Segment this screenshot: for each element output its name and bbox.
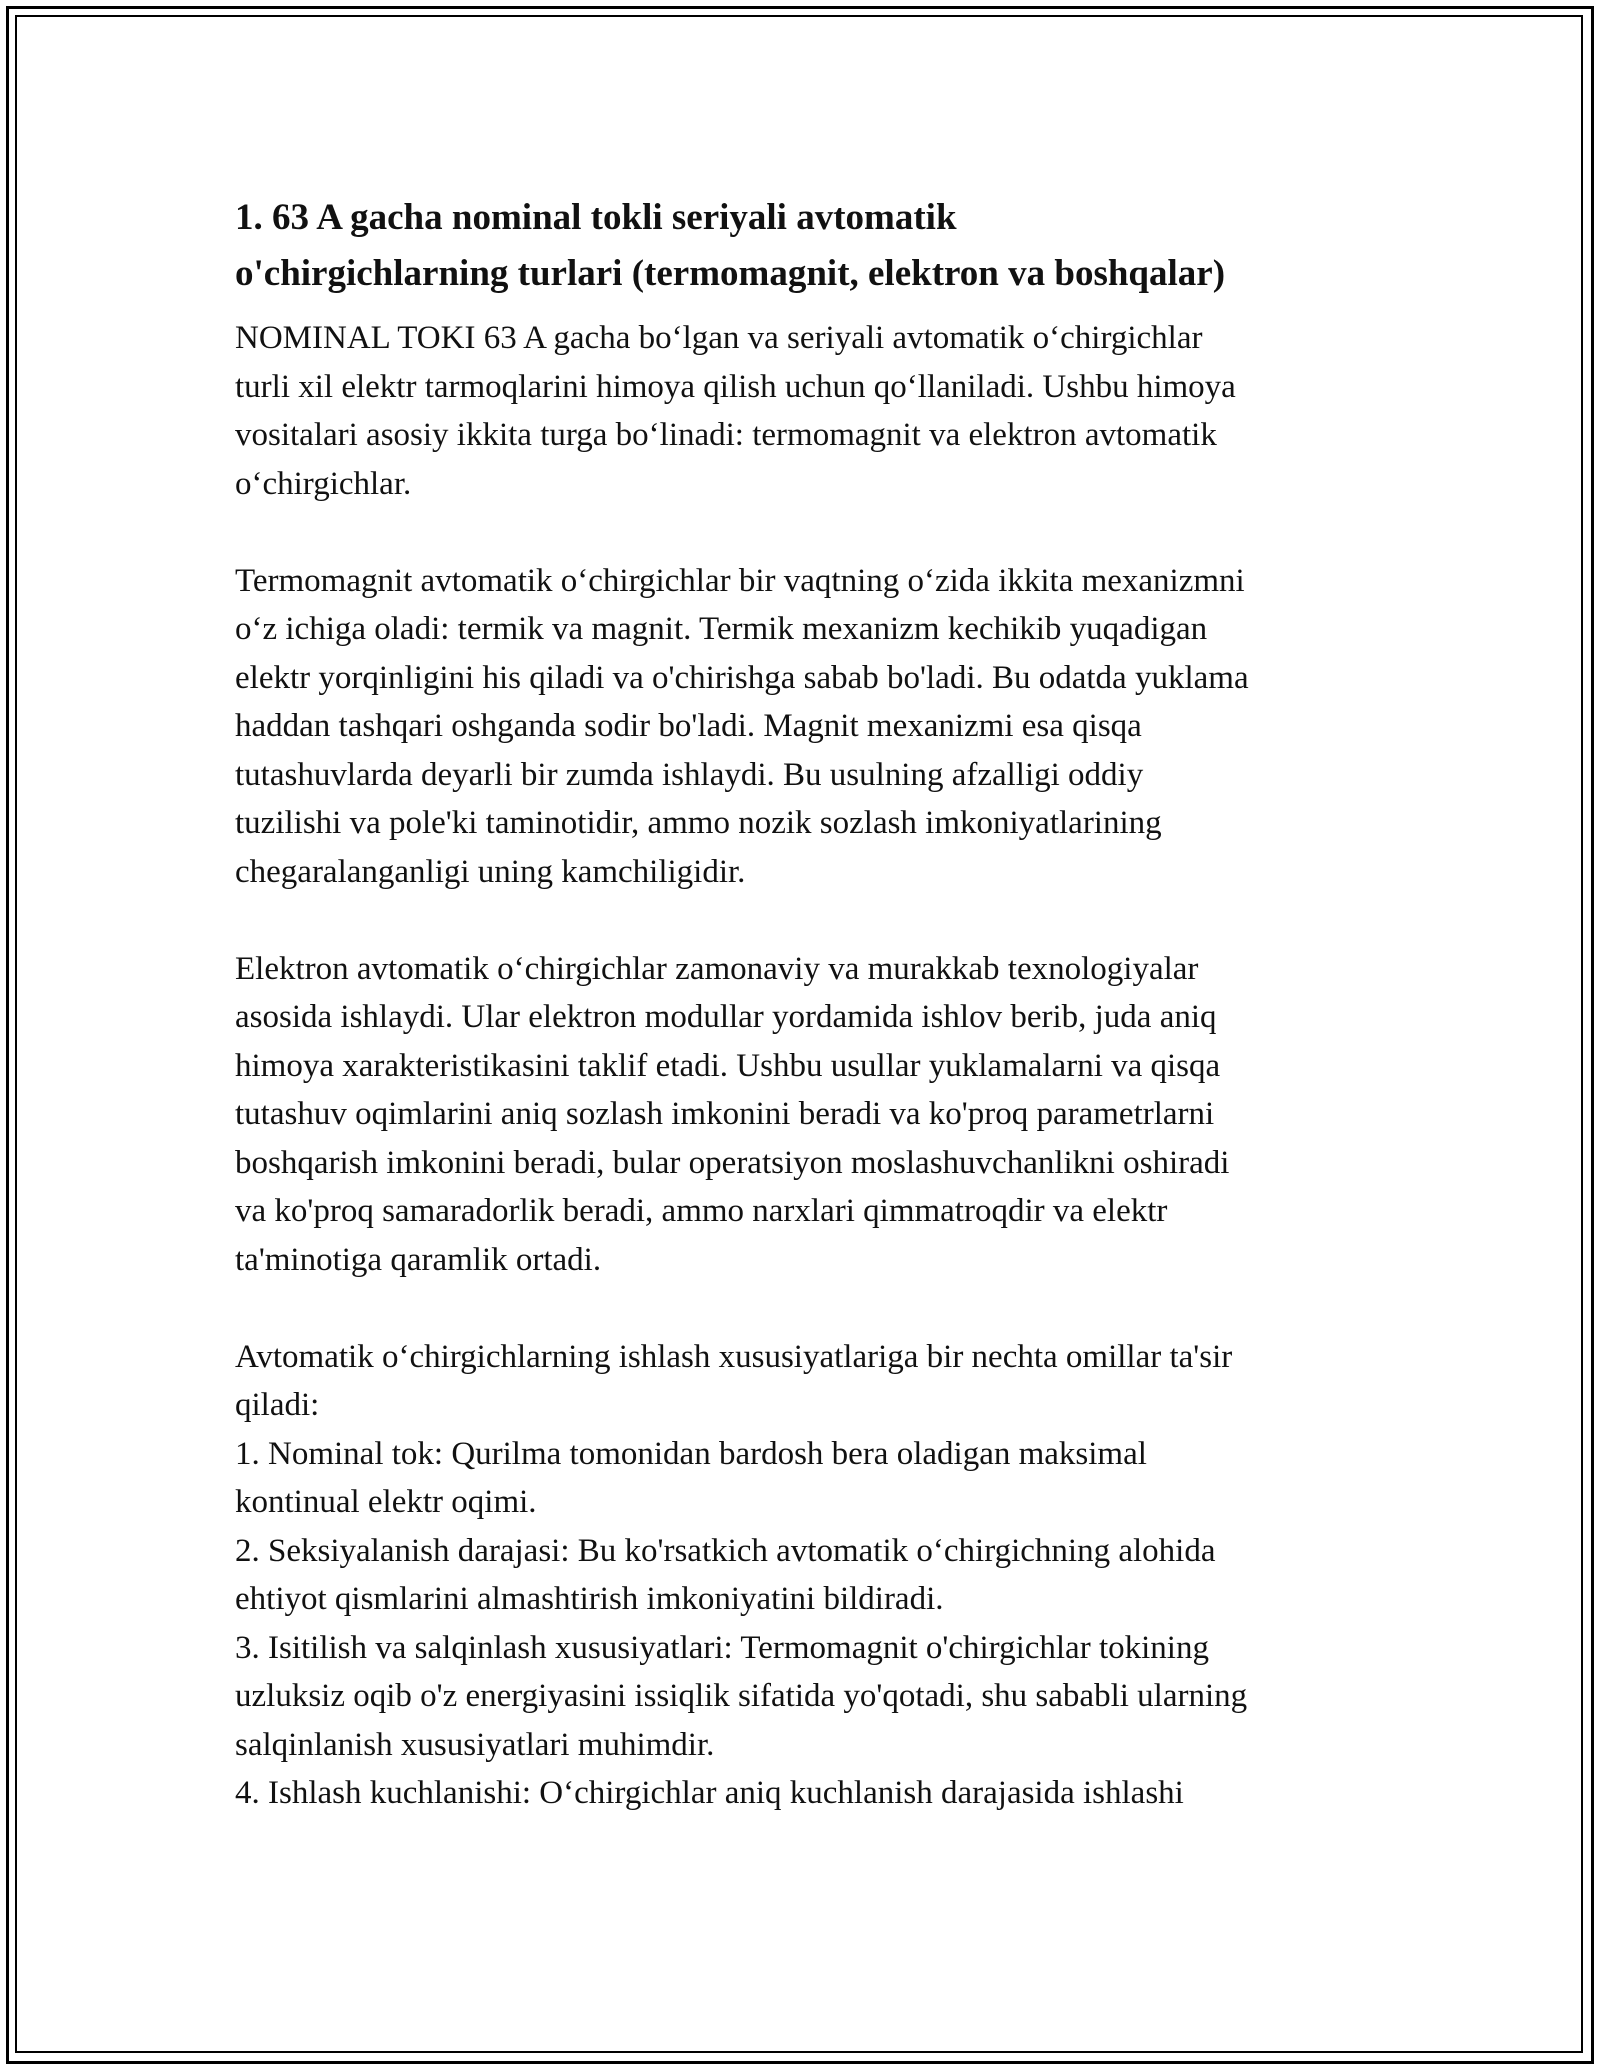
factor-list bbox=[235, 1430, 1375, 1818]
text-line: ehtiyot qismlarini almashtirish imkoniyatini bildiradi. bbox=[235, 1581, 944, 1617]
text-line: qiladi: bbox=[235, 1387, 320, 1423]
text-line: elektr yorqinligini his qiladi va o'chirishga sabab bo'ladi. Bu odatda yuklama bbox=[235, 659, 1249, 696]
paragraph-intro bbox=[235, 314, 1375, 508]
text-line: 3. Isitilish va salqinlash xususiyatlari: Termomagnit o'chirgichlar tokining bbox=[235, 1629, 1209, 1666]
title-line: 1. 63 A gacha nominal tokli seriyali avtomatik bbox=[235, 197, 957, 238]
text-line: vositalari asosiy ikkita turga boʻlinadi: termomagnit va elektron avtomatik bbox=[235, 417, 1217, 453]
title-line: o'chirgichlarning turlari (termomagnit, elektron va boshqalar) bbox=[235, 253, 1226, 294]
text-line: Elektron avtomatik oʻchirgichlar zamonaviy va murakkab texnologiyalar bbox=[235, 950, 1199, 987]
paragraph-elektron bbox=[235, 945, 1375, 1285]
text-line: himoya xarakteristikasini taklif etadi. Ushbu usullar yuklamalarni va qisqa bbox=[235, 1047, 1221, 1084]
text-line: 4. Ishlash kuchlanishi: Oʻchirgichlar aniq kuchlanish darajasida ishlashi bbox=[235, 1775, 1184, 1811]
text-line: tutashuv oqimlarini aniq sozlash imkonini beradi va ko'proq parametrlarni bbox=[235, 1096, 1215, 1132]
text-line: asosida ishlaydi. Ular elektron modullar yordamida ishlov berib, juda aniq bbox=[235, 999, 1217, 1035]
text-line: Termomagnit avtomatik oʻchirgichlar bir vaqtning oʻzida ikkita mexanizmni bbox=[235, 562, 1245, 599]
text-line: boshqarish imkonini beradi, bular operatsiyon moslashuvchanlikni oshiradi bbox=[235, 1144, 1230, 1181]
text-line: tuzilishi va pole'ki taminotidir, ammo nozik sozlash imkoniyatlarining bbox=[235, 805, 1162, 841]
list-item bbox=[235, 1430, 1375, 1527]
text-line: kontinual elektr oqimi. bbox=[235, 1484, 537, 1520]
text-line: chegaralanganligi uning kamchiligidir. bbox=[235, 853, 746, 890]
text-line: haddan tashqari oshganda sodir bo'ladi. Magnit mexanizmi esa qisqa bbox=[235, 708, 1142, 744]
text-line: salqinlanish xususiyatlari muhimdir. bbox=[235, 1726, 715, 1763]
text-line: oʻz ichiga oladi: termik va magnit. Termik mexanizm kechikib yuqadigan bbox=[235, 611, 1208, 647]
text-line: NOMINAL TOKI 63 A gacha boʻlgan va seriyali avtomatik oʻchirgichlar bbox=[235, 320, 1203, 356]
paragraph-factors bbox=[235, 1333, 1375, 1430]
text-line: 1. Nominal tok: Qurilma tomonidan bardosh bera oladigan maksimal bbox=[235, 1435, 1147, 1472]
list-item bbox=[235, 1624, 1375, 1770]
text-line: tutashuvlarda deyarli bir zumda ishlaydi. Bu usulning afzalligi oddiy bbox=[235, 756, 1144, 793]
text-line: Avtomatik oʻchirgichlarning ishlash xususiyatlariga bir nechta omillar ta'sir bbox=[235, 1338, 1233, 1375]
text-line: turli xil elektr tarmoqlarini himoya qilish uchun qoʻllaniladi. Ushbu himoya bbox=[235, 368, 1236, 405]
list-item bbox=[235, 1769, 1375, 1818]
text-line: 2. Seksiyalanish darajasi: Bu ko'rsatkich avtomatik oʻchirgichning alohida bbox=[235, 1532, 1216, 1569]
document-body bbox=[235, 190, 1375, 1818]
page-title bbox=[235, 190, 1375, 302]
text-line: va ko'proq samaradorlik beradi, ammo narxlari qimmatroqdir va elektr bbox=[235, 1193, 1168, 1229]
text-line: oʻchirgichlar. bbox=[235, 465, 412, 502]
text-line: uzluksiz oqib o'z energiyasini issiqlik sifatida yo'qotadi, shu sababli ularning bbox=[235, 1678, 1248, 1714]
list-item bbox=[235, 1527, 1375, 1624]
text-line: ta'minotiga qaramlik ortadi. bbox=[235, 1241, 602, 1278]
paragraph-termomagnit bbox=[235, 557, 1375, 897]
